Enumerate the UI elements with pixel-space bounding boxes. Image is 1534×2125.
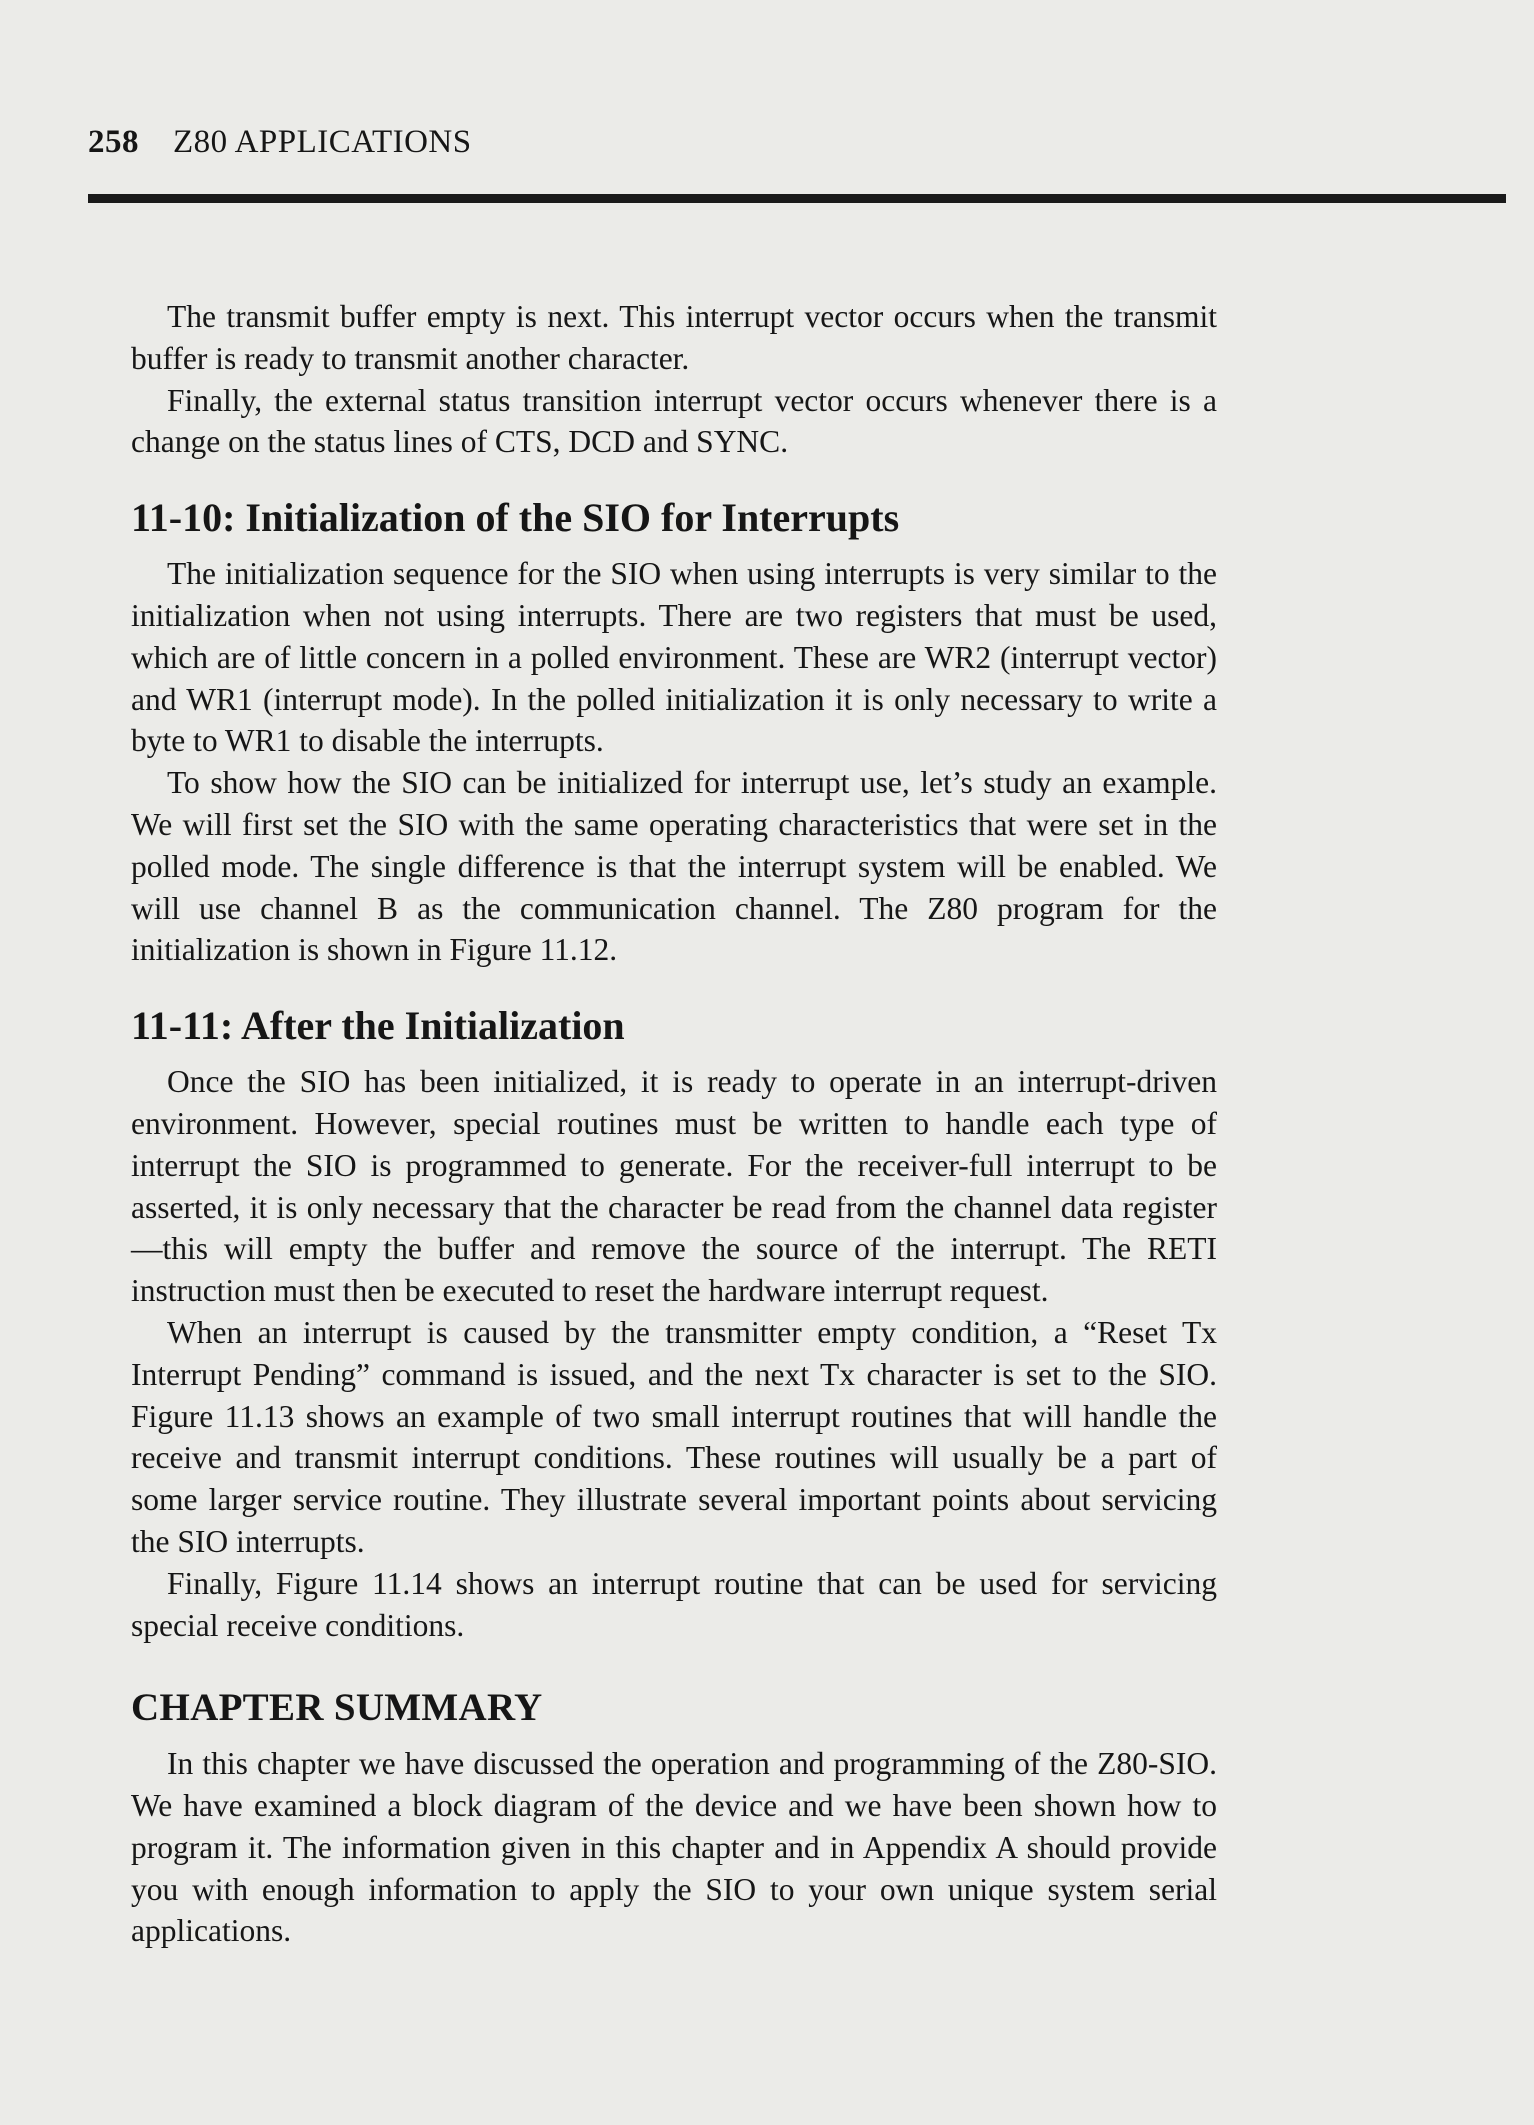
page-number: 258 xyxy=(88,124,139,160)
section-heading-11-11: 11-11: After the Initialization xyxy=(131,1003,625,1049)
running-title: Z80 APPLICATIONS xyxy=(173,124,472,160)
section-11-10-paragraph-1: The initialization sequence for the SIO when using interrupts is very similar to the initialization when not using interrupts. There are two registers that must be used, which are of little concern in a polled environment. These are WR2 (interrupt vector) and WR1 (interrupt mode). In the polled initialization it is only necessary to write a byte to WR1 to disable the interrupts. xyxy=(131,556,1217,759)
section-11-11-paragraph-1: Once the SIO has been initialized, it is ready to operate in an interrupt-driven environment. However, special routines must be written to handle each type of interrupt the SIO is programmed to generate. For the receiver-full interrupt to be asserted, it is only necessary that the character be read from the channel data register—this will empty the buffer and remove the source of the interrupt. The RETI instruction must then be executed to reset the hardware interrupt request. xyxy=(131,1064,1217,1309)
chapter-summary-heading: CHAPTER SUMMARY xyxy=(131,1686,543,1730)
intro-paragraph-2: Finally, the external status transition interrupt vector occurs whenever there is a change on the status lines of CTS, DCD and SYNC. xyxy=(131,382,1217,460)
section-heading-11-10: 11-10: Initialization of the SIO for Interrupts xyxy=(131,495,900,541)
chapter-summary-paragraph: In this chapter we have discussed the operation and programming of the Z80-SIO. We have examined a block diagram of the device and we have been shown how to program it. The information given in this chapter and in Appendix A should provide you with enough information to apply the SIO to your own unique system serial applications. xyxy=(131,1746,1217,1949)
running-header xyxy=(88,126,472,159)
section-11-10-paragraph-2: To show how the SIO can be initialized for interrupt use, let’s study an example. We will first set the SIO with the same operating characteristics that were set in the polled mode. The single difference is that the interrupt system will be enabled. We will use channel B as the communication channel. The Z80 program for the initialization is shown in Figure 11.12. xyxy=(131,765,1217,968)
header-rule xyxy=(88,194,1506,203)
intro-paragraph-1: The transmit buffer empty is next. This interrupt vector occurs when the transmit buffer is ready to transmit another character. xyxy=(131,299,1217,376)
body-text xyxy=(131,296,1217,1952)
section-11-11-paragraph-2: When an interrupt is caused by the transmitter empty condition, a “Reset Tx Interrupt Pending” command is issued, and the next Tx character is set to the SIO. Figure 11.13 shows an example of two small interrupt routines that will handle the receive and transmit interrupt conditions. These routines will usually be a part of some larger service routine. They illustrate several important points about servicing the SIO interrupts. xyxy=(131,1314,1217,1559)
section-11-11-paragraph-3: Finally, Figure 11.14 shows an interrupt routine that can be used for servicing special receive conditions. xyxy=(131,1565,1217,1643)
